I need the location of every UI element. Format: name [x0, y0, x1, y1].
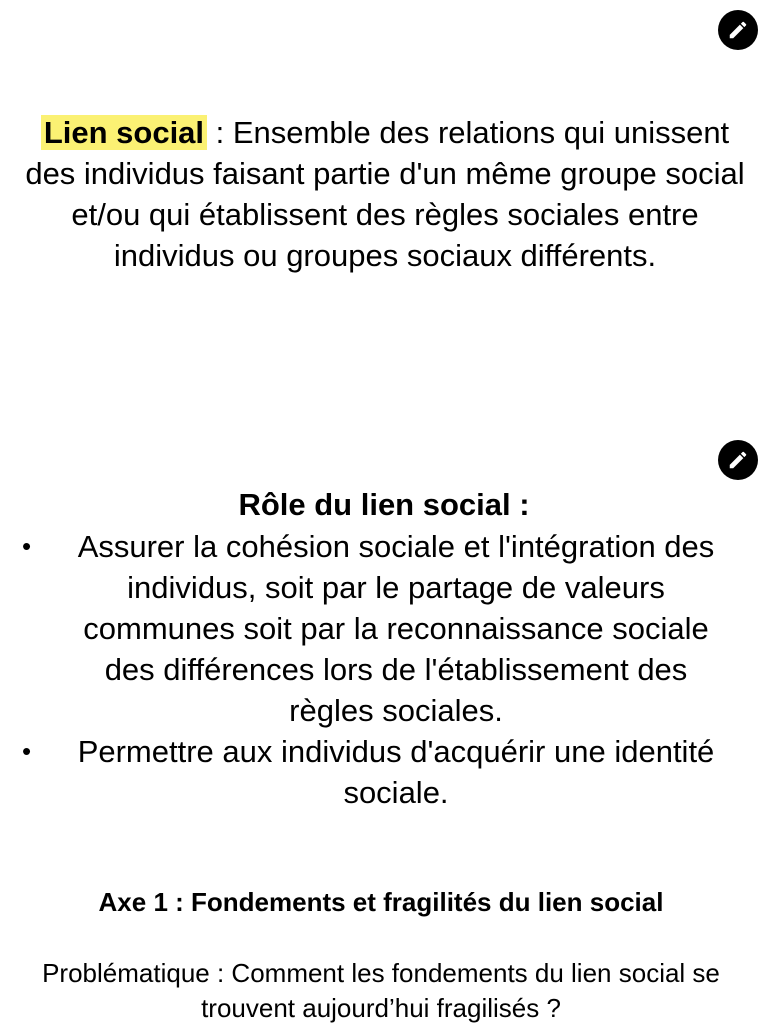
role-title: Rôle du lien social : — [238, 487, 530, 522]
edit-button[interactable] — [718, 440, 758, 480]
list-item-text: Assurer la cohésion sociale et l'intégration des individus, soit par le partage de valeurs communes soit par la reconnaissance sociale des différences lors de l'établissement des règles sociales. — [77, 529, 715, 728]
highlighted-term: Lien social — [41, 115, 207, 150]
bullet-icon: • — [22, 531, 32, 561]
definition-text: : Ensemble des relations qui unissent des individus faisant partie d'un même groupe social et/ou qui établissent des règles sociales entre individus ou groupes sociaux différents. — [25, 115, 745, 273]
problematique-text: Problématique : Comment les fondements du lien social se trouvent aujourd’hui fragilisés ? — [42, 958, 720, 1023]
role-bullet-list — [0, 526, 768, 813]
definition-paragraph — [18, 112, 752, 276]
bullet-icon: • — [22, 736, 32, 766]
pencil-icon — [727, 449, 749, 471]
edit-button[interactable] — [718, 10, 758, 50]
pencil-icon — [727, 19, 749, 41]
axe-heading: Axe 1 : Fondements et fragilités du lien social — [98, 887, 664, 917]
list-item — [0, 731, 768, 813]
list-item — [0, 526, 768, 731]
list-item-text: Permettre aux individus d'acquérir une identité sociale. — [77, 734, 715, 810]
